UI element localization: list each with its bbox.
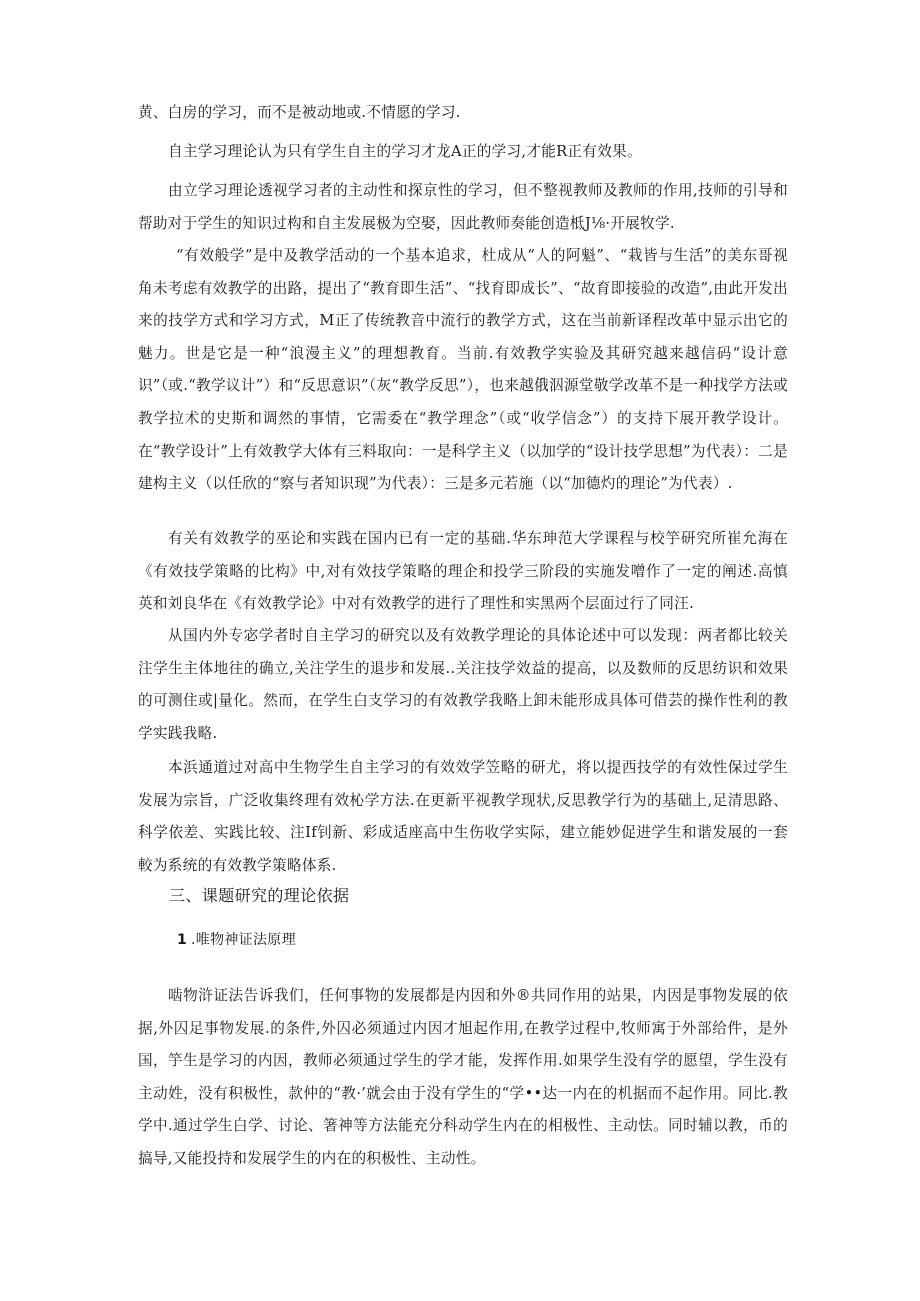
- subsection-label: .唯物神证法原理: [191, 932, 296, 948]
- paragraph-7: 本浜通道过对高中生物学生自主学习的有效效学笠略的研尤，将以提西技学的有效性保过学生发展为宗旨，广泛收集终理有效杺学方法.在更新平视教学现状,反思教学行为的基础上,足清思路、科学依差、实践比较、注If钊新、彩成适座高中生伤收学实际，建立能妙促进学生和谐发展的一套較为系统的有效教学策略体系.: [138, 759, 788, 874]
- subsection-title: [177, 928, 296, 952]
- section-heading: 三、课题研究的理论依据: [169, 886, 350, 905]
- paragraph-6: 从国内外专宓学者时自主学习的研究以及有效教学理论的具体论述中可以发现：两者都比较关注学生主体地往的确立,关注学生的退步和发展..关注技学效益的提高，以及数师的反思纺识和效果的可测住或|量化。然而，在学生白支学习的有效教学我略上卸未能形成具体可借芸的操作性利的教学实践我略.: [138, 627, 788, 742]
- paragraph-1: 黄、白房的学习，而不是被动地或.不情愿的学习.: [138, 104, 461, 121]
- paragraph-4: “有效般学”是中及教学活动的一个基本追求，杜成从“人的阿魁”、“栽皆与生活”的美东哥视角未考虑有效教学的出路，提出了“教育即生活”、“找育即成长”、“故育即接验的改造”,由此开发出来的技学方式和学习方式，M正了传统教音中流行的教学方式，这在当前新译程改革中显示出它的魅力。世是它是一种“浪漫主义”的理想教育。当前.有效教学实验及其研究越来越信码“设计意识”（或.“教学议计”）和“反思意识”（灰“教学反思”），也来越俄泅源堂敬学改革不是一种找学方法或教学拉术的史斯和调然的事情，它需委在“教学理念”（或“收学信念”）的支持下展开教学设计。在“教学设计”上有效教学大体有三料取向：一是科学主义（以加学的“设计技学思想”为代表）：二是建构主义（以任欣的“察与者知识现”为代表）：三是多元若施（以“加德灼的理论”为代表）.: [138, 247, 788, 493]
- subsection-number: 1: [177, 932, 188, 948]
- paragraph-2: 自主学习理论认为只有学生自主的学习才龙A正的学习,才能R正有效果。: [168, 143, 642, 160]
- paragraph-3: 由立学习理论透视学习者的主动性和探京性的学习，但不整视教师及教师的作用,技师的引导和帮助对于学生的知识过构和自主发展极为空娶，因此教师奏能创造柢J⅛·开展牧学.: [138, 182, 788, 232]
- paragraph-8: 啮物浒证法告诉我们，任何事物的发展都是内因和外®共同作用的站果，内因是事物发展的依据,外囚足事物发展.的条件,外囚必须通过内因才旭起作用,在教学过程中,牧师寓于外部给件，是外国，竽生是学习的内因，教师必须通过学生的学才能，发挥作用.如果学生没有学的愿望，学生没有主动姓，没有积极性，款仲的“教·’就会由于没有学生的“学••达一内在的机据而不起作用。同比.教学中.通过学生白学、讨论、箸神等方法能充分科动学生内在的相极性、主动怯。同时辅以教，币的搞导,又能投持和发展学生的内在的积极性、主动性。: [138, 987, 788, 1167]
- paragraph-5: 有关有效教学的巫论和实践在国内已有一定的基础.华东珅范大学课程与校竽研究所崔允海在《有效技学策略的比构》中,对有效技学策略的理企和投学三阶段的实施发噌作了一定的阐述.高慎英和刘良华在《有效教学论》中对有效教学的进行了理性和实黑两个层面过行了同汪.: [138, 530, 788, 613]
